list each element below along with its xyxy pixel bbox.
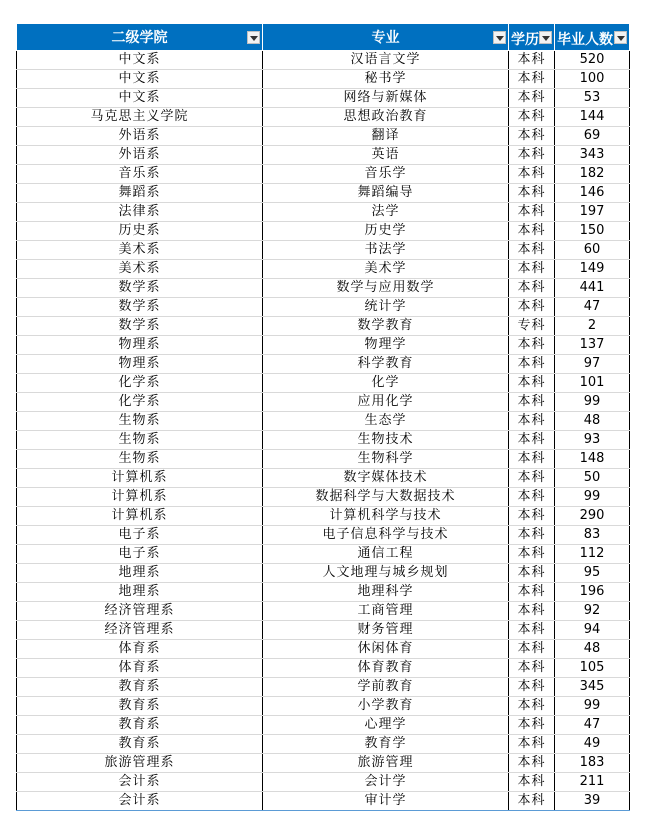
cell-major[interactable]: 通信工程 (263, 545, 509, 564)
table-row (17, 469, 630, 488)
spreadsheet-table (16, 23, 630, 811)
cell-major[interactable]: 应用化学 (263, 393, 509, 412)
cell-major[interactable]: 心理学 (263, 716, 509, 735)
cell-graduates[interactable]: 2 (555, 317, 630, 336)
cell-graduates[interactable]: 345 (555, 678, 630, 697)
table-row (17, 70, 630, 89)
cell-major[interactable]: 网络与新媒体 (263, 89, 509, 108)
filter-dropdown-icon[interactable] (614, 31, 627, 44)
cell-college[interactable]: 马克思主义学院 (17, 108, 263, 127)
cell-degree[interactable]: 本科 (509, 108, 555, 127)
cell-major[interactable]: 体育教育 (263, 659, 509, 678)
cell-degree[interactable]: 本科 (509, 336, 555, 355)
cell-degree[interactable]: 本科 (509, 602, 555, 621)
cell-degree[interactable]: 本科 (509, 697, 555, 716)
cell-graduates[interactable]: 99 (555, 393, 630, 412)
cell-college[interactable]: 计算机系 (17, 507, 263, 526)
cell-graduates[interactable]: 94 (555, 621, 630, 640)
cell-major[interactable]: 书法学 (263, 241, 509, 260)
cell-major[interactable]: 计算机科学与技术 (263, 507, 509, 526)
cell-major[interactable]: 工商管理 (263, 602, 509, 621)
cell-degree[interactable]: 专科 (509, 317, 555, 336)
table-row (17, 146, 630, 165)
cell-degree[interactable]: 本科 (509, 203, 555, 222)
cell-degree[interactable]: 本科 (509, 526, 555, 545)
cell-college[interactable]: 电子系 (17, 545, 263, 564)
cell-college[interactable]: 美术系 (17, 241, 263, 260)
table-row (17, 222, 630, 241)
cell-major[interactable]: 化学 (263, 374, 509, 393)
table-row (17, 621, 630, 640)
table-row (17, 431, 630, 450)
cell-graduates[interactable]: 197 (555, 203, 630, 222)
cell-college[interactable]: 会计系 (17, 773, 263, 792)
cell-graduates[interactable]: 60 (555, 241, 630, 260)
cell-college[interactable]: 计算机系 (17, 488, 263, 507)
cell-major[interactable]: 舞蹈编导 (263, 184, 509, 203)
cell-degree[interactable]: 本科 (509, 640, 555, 659)
cell-major[interactable]: 教育学 (263, 735, 509, 754)
cell-degree[interactable]: 本科 (509, 792, 555, 811)
cell-graduates[interactable]: 99 (555, 697, 630, 716)
cell-graduates[interactable]: 137 (555, 336, 630, 355)
cell-graduates[interactable]: 150 (555, 222, 630, 241)
cell-major[interactable]: 审计学 (263, 792, 509, 811)
header-label: 毕业人数 (557, 32, 613, 48)
cell-college[interactable]: 教育系 (17, 735, 263, 754)
header-degree (509, 24, 555, 51)
cell-degree[interactable]: 本科 (509, 298, 555, 317)
cell-degree[interactable]: 本科 (509, 393, 555, 412)
cell-major[interactable]: 小学教育 (263, 697, 509, 716)
cell-major[interactable]: 人文地理与城乡规划 (263, 564, 509, 583)
cell-major[interactable]: 数字媒体技术 (263, 469, 509, 488)
cell-graduates[interactable]: 146 (555, 184, 630, 203)
table-row (17, 203, 630, 222)
cell-degree[interactable]: 本科 (509, 165, 555, 184)
cell-graduates[interactable]: 343 (555, 146, 630, 165)
cell-major[interactable]: 音乐学 (263, 165, 509, 184)
cell-graduates[interactable]: 441 (555, 279, 630, 298)
table-row (17, 108, 630, 127)
cell-college[interactable]: 中文系 (17, 70, 263, 89)
table-row (17, 583, 630, 602)
cell-degree[interactable]: 本科 (509, 716, 555, 735)
cell-degree[interactable]: 本科 (509, 89, 555, 108)
cell-major[interactable]: 生态学 (263, 412, 509, 431)
table-row (17, 678, 630, 697)
cell-college[interactable]: 教育系 (17, 697, 263, 716)
cell-major[interactable]: 数学与应用数学 (263, 279, 509, 298)
cell-graduates[interactable]: 100 (555, 70, 630, 89)
cell-major[interactable]: 法学 (263, 203, 509, 222)
cell-college[interactable]: 体育系 (17, 640, 263, 659)
cell-graduates[interactable]: 47 (555, 298, 630, 317)
cell-degree[interactable]: 本科 (509, 469, 555, 488)
cell-major[interactable]: 数学教育 (263, 317, 509, 336)
cell-college[interactable]: 生物系 (17, 431, 263, 450)
cell-degree[interactable]: 本科 (509, 260, 555, 279)
table-row (17, 564, 630, 583)
cell-graduates[interactable]: 93 (555, 431, 630, 450)
cell-major[interactable]: 历史学 (263, 222, 509, 241)
cell-college[interactable]: 地理系 (17, 564, 263, 583)
filter-dropdown-icon[interactable] (493, 31, 506, 44)
cell-degree[interactable]: 本科 (509, 431, 555, 450)
header-college (17, 24, 263, 51)
cell-major[interactable]: 秘书学 (263, 70, 509, 89)
cell-graduates[interactable]: 83 (555, 526, 630, 545)
cell-degree[interactable]: 本科 (509, 488, 555, 507)
cell-college[interactable]: 物理系 (17, 355, 263, 374)
table-row (17, 374, 630, 393)
table-row (17, 602, 630, 621)
cell-graduates[interactable]: 182 (555, 165, 630, 184)
cell-degree[interactable]: 本科 (509, 279, 555, 298)
filter-dropdown-icon[interactable] (247, 31, 260, 44)
cell-graduates[interactable]: 520 (555, 51, 630, 70)
cell-major[interactable]: 数据科学与大数据技术 (263, 488, 509, 507)
cell-college[interactable]: 中文系 (17, 89, 263, 108)
cell-college[interactable]: 化学系 (17, 393, 263, 412)
cell-degree[interactable]: 本科 (509, 70, 555, 89)
cell-major[interactable]: 物理学 (263, 336, 509, 355)
cell-major[interactable]: 英语 (263, 146, 509, 165)
cell-degree[interactable]: 本科 (509, 754, 555, 773)
cell-college[interactable]: 会计系 (17, 792, 263, 811)
cell-major[interactable]: 地理科学 (263, 583, 509, 602)
table-row (17, 393, 630, 412)
cell-graduates[interactable]: 97 (555, 355, 630, 374)
cell-degree[interactable]: 本科 (509, 127, 555, 146)
table-row (17, 697, 630, 716)
cell-major[interactable]: 汉语言文学 (263, 51, 509, 70)
cell-degree[interactable]: 本科 (509, 773, 555, 792)
table-row (17, 298, 630, 317)
cell-college[interactable]: 数学系 (17, 298, 263, 317)
cell-college[interactable]: 物理系 (17, 336, 263, 355)
cell-degree[interactable]: 本科 (509, 735, 555, 754)
cell-college[interactable]: 生物系 (17, 450, 263, 469)
table-row (17, 89, 630, 108)
cell-college[interactable]: 旅游管理系 (17, 754, 263, 773)
cell-major[interactable]: 科学教育 (263, 355, 509, 374)
cell-college[interactable]: 体育系 (17, 659, 263, 678)
table-row (17, 716, 630, 735)
cell-major[interactable]: 休闲体育 (263, 640, 509, 659)
cell-major[interactable]: 生物科学 (263, 450, 509, 469)
cell-graduates[interactable]: 211 (555, 773, 630, 792)
cell-degree[interactable]: 本科 (509, 507, 555, 526)
table-row (17, 165, 630, 184)
cell-graduates[interactable]: 48 (555, 412, 630, 431)
cell-major[interactable]: 生物技术 (263, 431, 509, 450)
cell-graduates[interactable]: 69 (555, 127, 630, 146)
cell-graduates[interactable]: 183 (555, 754, 630, 773)
table-row (17, 355, 630, 374)
cell-graduates[interactable]: 92 (555, 602, 630, 621)
table-row (17, 260, 630, 279)
table-row (17, 773, 630, 792)
table-row (17, 279, 630, 298)
cell-college[interactable]: 化学系 (17, 374, 263, 393)
cell-degree[interactable]: 本科 (509, 222, 555, 241)
table-row (17, 488, 630, 507)
cell-college[interactable]: 经济管理系 (17, 602, 263, 621)
cell-graduates[interactable]: 196 (555, 583, 630, 602)
cell-degree[interactable]: 本科 (509, 678, 555, 697)
cell-graduates[interactable]: 95 (555, 564, 630, 583)
cell-college[interactable]: 历史系 (17, 222, 263, 241)
table-row (17, 792, 630, 811)
table-row (17, 526, 630, 545)
cell-major[interactable]: 翻译 (263, 127, 509, 146)
cell-degree[interactable]: 本科 (509, 146, 555, 165)
cell-college[interactable]: 地理系 (17, 583, 263, 602)
cell-degree[interactable]: 本科 (509, 545, 555, 564)
cell-college[interactable]: 生物系 (17, 412, 263, 431)
cell-graduates[interactable]: 39 (555, 792, 630, 811)
header-label: 二级学院 (111, 30, 168, 46)
cell-major[interactable]: 美术学 (263, 260, 509, 279)
header-major (263, 24, 509, 51)
cell-college[interactable]: 外语系 (17, 127, 263, 146)
table-row (17, 317, 630, 336)
table-row (17, 184, 630, 203)
cell-major[interactable]: 会计学 (263, 773, 509, 792)
cell-graduates[interactable]: 47 (555, 716, 630, 735)
table-row (17, 336, 630, 355)
table-row (17, 507, 630, 526)
header-label: 专业 (371, 30, 400, 46)
table-row (17, 241, 630, 260)
cell-graduates[interactable]: 50 (555, 469, 630, 488)
cell-graduates[interactable]: 144 (555, 108, 630, 127)
cell-college[interactable]: 经济管理系 (17, 621, 263, 640)
cell-college[interactable]: 法律系 (17, 203, 263, 222)
table-row (17, 127, 630, 146)
cell-major[interactable]: 电子信息科学与技术 (263, 526, 509, 545)
cell-college[interactable]: 计算机系 (17, 469, 263, 488)
table-row (17, 659, 630, 678)
cell-college[interactable]: 教育系 (17, 716, 263, 735)
cell-degree[interactable]: 本科 (509, 374, 555, 393)
table-row (17, 450, 630, 469)
cell-major[interactable]: 统计学 (263, 298, 509, 317)
cell-degree[interactable]: 本科 (509, 412, 555, 431)
cell-college[interactable]: 音乐系 (17, 165, 263, 184)
cell-graduates[interactable]: 99 (555, 488, 630, 507)
table-row (17, 545, 630, 564)
cell-degree[interactable]: 本科 (509, 583, 555, 602)
cell-degree[interactable]: 本科 (509, 355, 555, 374)
cell-degree[interactable]: 本科 (509, 51, 555, 70)
cell-major[interactable]: 财务管理 (263, 621, 509, 640)
cell-graduates[interactable]: 48 (555, 640, 630, 659)
cell-degree[interactable]: 本科 (509, 621, 555, 640)
cell-graduates[interactable]: 105 (555, 659, 630, 678)
cell-college[interactable]: 数学系 (17, 279, 263, 298)
cell-college[interactable]: 教育系 (17, 678, 263, 697)
cell-college[interactable]: 美术系 (17, 260, 263, 279)
table-row (17, 412, 630, 431)
table-row (17, 640, 630, 659)
filter-dropdown-icon[interactable] (539, 31, 552, 44)
header-row (17, 24, 630, 51)
cell-graduates[interactable]: 149 (555, 260, 630, 279)
cell-major[interactable]: 学前教育 (263, 678, 509, 697)
table-row (17, 754, 630, 773)
cell-degree[interactable]: 本科 (509, 659, 555, 678)
cell-degree[interactable]: 本科 (509, 564, 555, 583)
cell-graduates[interactable]: 49 (555, 735, 630, 754)
header-graduates (555, 24, 630, 51)
cell-graduates[interactable]: 148 (555, 450, 630, 469)
cell-college[interactable]: 电子系 (17, 526, 263, 545)
cell-graduates[interactable]: 53 (555, 89, 630, 108)
cell-graduates[interactable]: 290 (555, 507, 630, 526)
cell-degree[interactable]: 本科 (509, 450, 555, 469)
header-label: 学历 (511, 32, 539, 48)
cell-degree[interactable]: 本科 (509, 241, 555, 260)
cell-college[interactable]: 数学系 (17, 317, 263, 336)
cell-college[interactable]: 外语系 (17, 146, 263, 165)
cell-college[interactable]: 中文系 (17, 51, 263, 70)
cell-major[interactable]: 思想政治教育 (263, 108, 509, 127)
table-row (17, 51, 630, 70)
cell-college[interactable]: 舞蹈系 (17, 184, 263, 203)
table-row (17, 735, 630, 754)
cell-graduates[interactable]: 112 (555, 545, 630, 564)
cell-graduates[interactable]: 101 (555, 374, 630, 393)
cell-degree[interactable]: 本科 (509, 184, 555, 203)
cell-major[interactable]: 旅游管理 (263, 754, 509, 773)
